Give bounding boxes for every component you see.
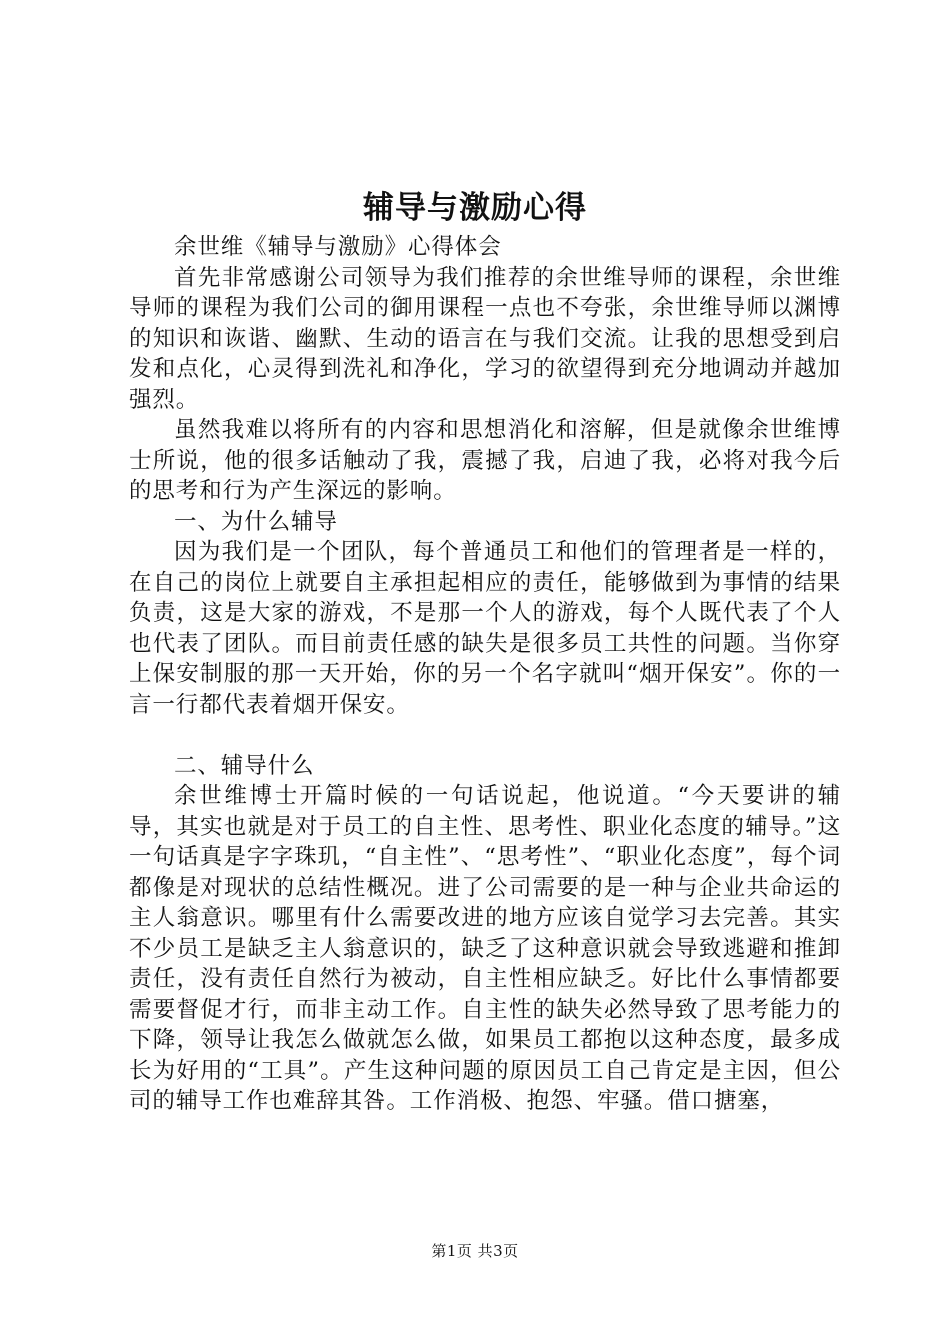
paragraph-intro: 首先非常感谢公司领导为我们推荐的余世维导师的课程，余世维导师的课程为我们公司的御用课程一点也不夸张，余世维导师以渊博的知识和诙谐、幽默、生动的语言在与我们交流。让我的思想受到启发和点化，心灵得到洗礼和净化，学习的欲望得到充分地调动并越加强烈。 <box>129 264 841 413</box>
paragraph-team: 因为我们是一个团队，每个普通员工和他们的管理者是一样的，在自己的岗位上就要自主承担起相应的责任，能够做到为事情的结果负责，这是大家的游戏，不是那一个人的游戏，每个人既代表了个人也代表了团队。而目前责任感的缺失是很多员工共性的问题。当你穿上保安制服的那一天开始，你的另一个名字就叫“烟开保安”。你的一言一行都代表着烟开保安。 <box>129 539 841 718</box>
paragraph-subtitle: 余世维《辅导与激励》心得体会 <box>174 234 502 260</box>
page-footer: 第1页 共3页 <box>431 1242 519 1260</box>
document-body <box>129 232 841 1117</box>
section-heading-what: 二、辅导什么 <box>174 752 315 779</box>
blank-line <box>129 720 841 751</box>
section-heading-why: 一、为什么辅导 <box>174 508 338 535</box>
paragraph-impact: 虽然我难以将所有的内容和思想消化和溶解，但是就像余世维博士所说，他的很多话触动了我，震撼了我，启迪了我，必将对我今后的思考和行为产生深远的影响。 <box>129 417 841 504</box>
document-title: 辅导与激励心得 <box>363 190 587 226</box>
paragraph-autonomy: 余世维博士开篇时候的一句话说起，他说道。“今天要讲的辅导，其实也就是对于员工的自主性、思考性、职业化态度的辅导。”这一句话真是字字珠玑，“自主性”、“思考性”、“职业化态度”，每个词都像是对现状的总结性概况。进了公司需要的是一种与企业共命运的主人翁意识。哪里有什么需要改进的地方应该自觉学习去完善。其实不少员工是缺乏主人翁意识的，缺乏了这种意识就会导致逃避和推卸责任，没有责任自然行为被动，自主性相应缺乏。好比什么事情都要需要督促才行，而非主动工作。自主性的缺失必然导致了思考能力的下降，领导让我怎么做就怎么做，如果员工都抱以这种态度，最多成长为好用的“工具”。产生这种问题的原因员工自己肯定是主因，但公司的辅导工作也难辞其咎。工作消极、抱怨、牢骚。借口搪塞， <box>129 783 841 1114</box>
